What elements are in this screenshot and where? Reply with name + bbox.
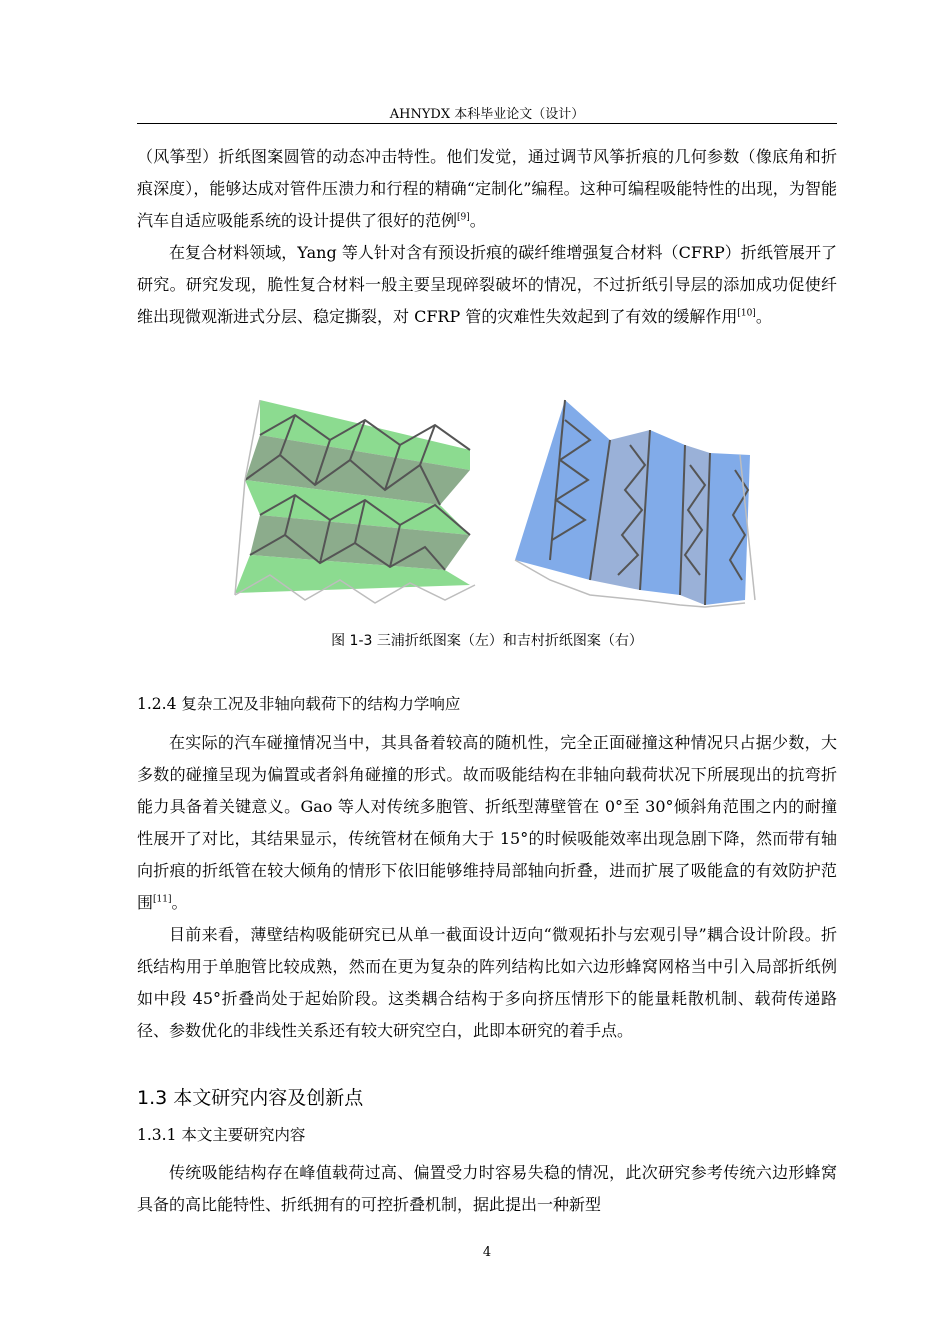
paragraph-text: 在复合材料领域，Yang 等人针对含有预设折痕的碳纤维增强复合材料（CFRP）折纸管展开了研究。研究发现，脆性复合材料一般主要呈现碎裂破坏的情况，不过折纸引导层的添加成功促使纤维出现微观渐进式分层、稳定撕裂，对 CFRP 管的灾难性失效起到了有效的缓解作用 [137, 243, 837, 326]
citation-ref: [11] [153, 894, 172, 905]
paragraph-oblique-impact [137, 727, 837, 919]
section-1-2-4-body [137, 727, 837, 1047]
page-number: 4 [482, 1245, 492, 1260]
paragraph-end: 。 [171, 893, 188, 912]
header-rule [137, 123, 837, 124]
paragraph-research-gap: 目前来看，薄壁结构吸能研究已从单一截面设计迈向“微观拓扑与宏观引导”耦合设计阶段。折纸结构用于单胞管比较成熟，然而在更为复杂的阵列结构比如六边形蜂窝网格当中引入局部折纸例如中段 45°折叠尚处于起始阶段。这类耦合结构于多向挤压情形下的能量耗散机制、载荷传递路径、参数优化的非线性关系还有较大研究空白，此即本研究的着手点。 [137, 925, 837, 1040]
figure-caption: 图 1-3 三浦折纸图案（左）和吉村折纸图案（右） [331, 633, 643, 649]
paragraph-end: 。 [469, 211, 486, 230]
paragraph-research-content: 传统吸能结构存在峰值载荷过高、偏置受力时容易失稳的情况，此次研究参考传统六边形蜂窝具备的高比能特性、折纸拥有的可控折叠机制，据此提出一种新型 [137, 1163, 837, 1214]
paragraph-text: （风筝型）折纸图案圆管的动态冲击特性。他们发觉，通过调节风筝折痕的几何参数（像底角和折痕深度），能够达成对管件压溃力和行程的精确“定制化”编程。这种可编程吸能特性的出现，为智能汽车自适应吸能系统的设计提供了很好的范例 [137, 147, 837, 230]
citation-ref: [10] [737, 308, 756, 319]
section-heading-1-3-1: 1.3.1 本文主要研究内容 [137, 1126, 306, 1144]
section-heading-1-3: 1.3 本文研究内容及创新点 [137, 1087, 364, 1109]
origami-illustration [230, 395, 760, 610]
intro-block [137, 141, 837, 333]
miura-pattern [235, 400, 475, 603]
paragraph-kite-origami [137, 141, 837, 237]
paragraph-end: 。 [755, 307, 772, 326]
paragraph-text: 在实际的汽车碰撞情况当中，其具备着较高的随机性，完全正面碰撞这种情况只占据少数，大多数的碰撞呈现为偏置或者斜角碰撞的形式。故而吸能结构在非轴向载荷状况下所展现出的抗弯折能力具备着关键意义。Gao 等人对传统多胞管、折纸型薄壁管在 0°至 30°倾斜角范围之内的耐撞性展开了对比，其结果显示，传统管材在倾角大于 15°的时候吸能效率出现急剧下降，然而带有轴向折痕的折纸管在较大倾角的情形下依旧能够维持局部轴向折叠，进而扩展了吸能盒的有效防护范围 [137, 733, 837, 912]
page-header: AHNYDX 本科毕业论文（设计） [389, 107, 585, 122]
section-1-3-1-body [137, 1157, 837, 1221]
figure-origami-patterns [230, 395, 760, 610]
section-heading-1-2-4: 1.2.4 复杂工况及非轴向载荷下的结构力学响应 [137, 695, 461, 713]
paragraph-cfrp [137, 237, 837, 333]
yoshimura-pattern [515, 400, 755, 607]
citation-ref: [9] [457, 212, 470, 223]
